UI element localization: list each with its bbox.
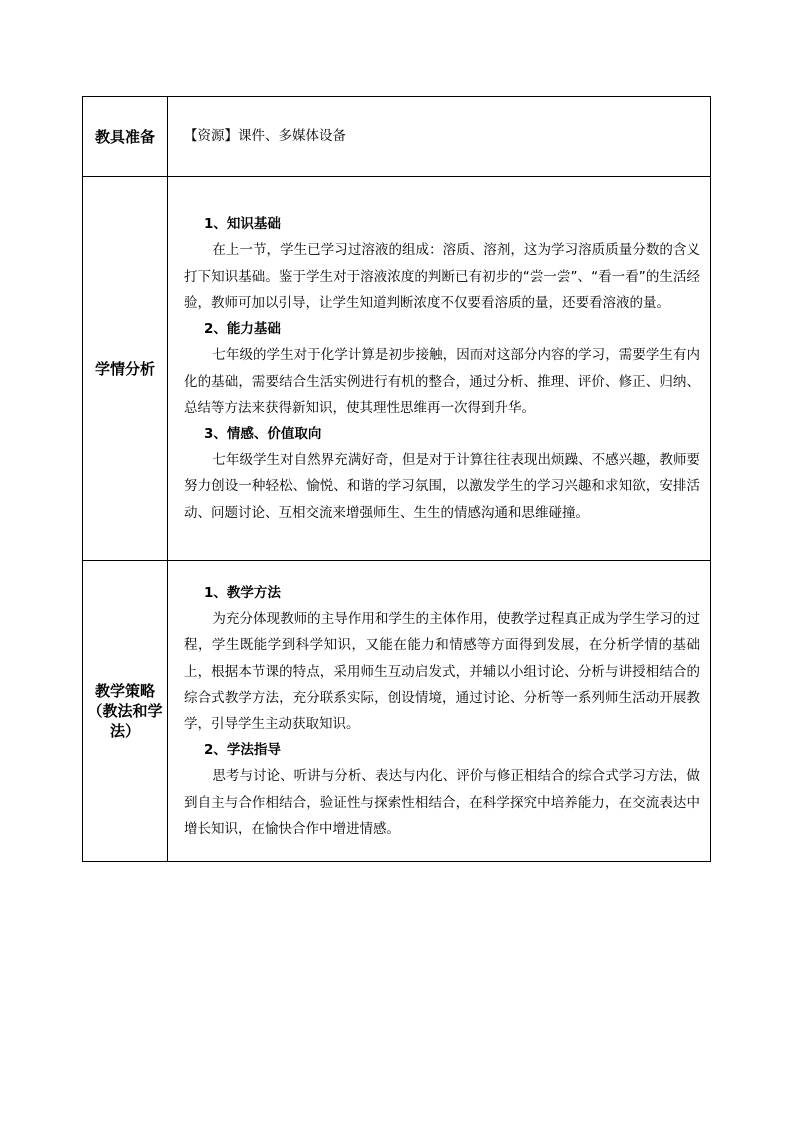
row-student-analysis (83, 177, 711, 561)
content-teaching-strategy (168, 561, 711, 862)
content-teaching-aids: 【资源】课件、多媒体设备 (168, 97, 711, 177)
row-teaching-aids (83, 97, 711, 177)
section-title-learning-guidance: 2、学法指导 (204, 742, 281, 759)
section-title-ability-basis: 2、能力基础 (204, 321, 281, 338)
label-teaching-strategy (83, 561, 168, 862)
content-student-analysis (168, 177, 711, 561)
label-student-analysis: 学情分析 (83, 177, 168, 561)
row-teaching-strategy (83, 561, 711, 862)
section-text-teaching-method: 为充分体现教师的主导作用和学生的主体作用，使教学过程真正成为学生学习的过程，学生既能学到科学知识，又能在能力和情感等方面得到发展，在分析学情的基础上，根据本节课的特点，采用师生互动启发式，并辅以小组讨论、分析与讲授相结合的综合式教学方法，充分联系实际，创设情境，通过讨论、分析等一系列师生活动开展教学，引导学生主动获取知识。 (184, 611, 700, 732)
section-text-learning-guidance: 思考与讨论、听讲与分析、表达与内化、评价与修正相结合的综合式学习方法，做到自主与合作相结合，验证性与探索性相结合，在科学探究中培养能力，在交流表达中增长知识，在愉快合作中增进情感。 (184, 768, 700, 837)
section-text-emotion-values: 七年级学生对自然界充满好奇，但是对于计算往往表现出烦躁、不感兴趣，教师要努力创设一种轻松、愉悦、和谐的学习氛围，以激发学生的学习兴趣和求知欲，安排活动、问题讨论、互相交流来增强师生、生生的情感沟通和思维碰撞。 (184, 452, 700, 521)
label-strategy-main: 教学策略 (94, 682, 155, 700)
section-title-teaching-method: 1、教学方法 (204, 584, 281, 601)
label-strategy-sub: （教法和学法） (87, 702, 163, 740)
section-text-knowledge-basis: 在上一节，学生已学习过溶液的组成：溶质、溶剂，这为学习溶质质量分数的含义打下知识基础。鉴于学生对于溶液浓度的判断已有初步的“尝一尝”、“看一看”的生活经验，教师可加以引导，让学生知道判断浓度不仅要看溶质的量，还要看溶液的量。 (184, 242, 700, 311)
lesson-plan-table (82, 96, 711, 862)
label-teaching-aids: 教具准备 (83, 97, 168, 177)
section-text-ability-basis: 七年级的学生对于化学计算是初步接触，因而对这部分内容的学习，需要学生有内化的基础，需要结合生活实例进行有机的整合，通过分析、推理、评价、修正、归纳、总结等方法来获得新知识，使其理性思维再一次得到升华。 (184, 347, 700, 416)
section-title-knowledge-basis: 1、知识基础 (204, 216, 281, 233)
section-title-emotion-values: 3、情感、价值取向 (204, 425, 322, 442)
